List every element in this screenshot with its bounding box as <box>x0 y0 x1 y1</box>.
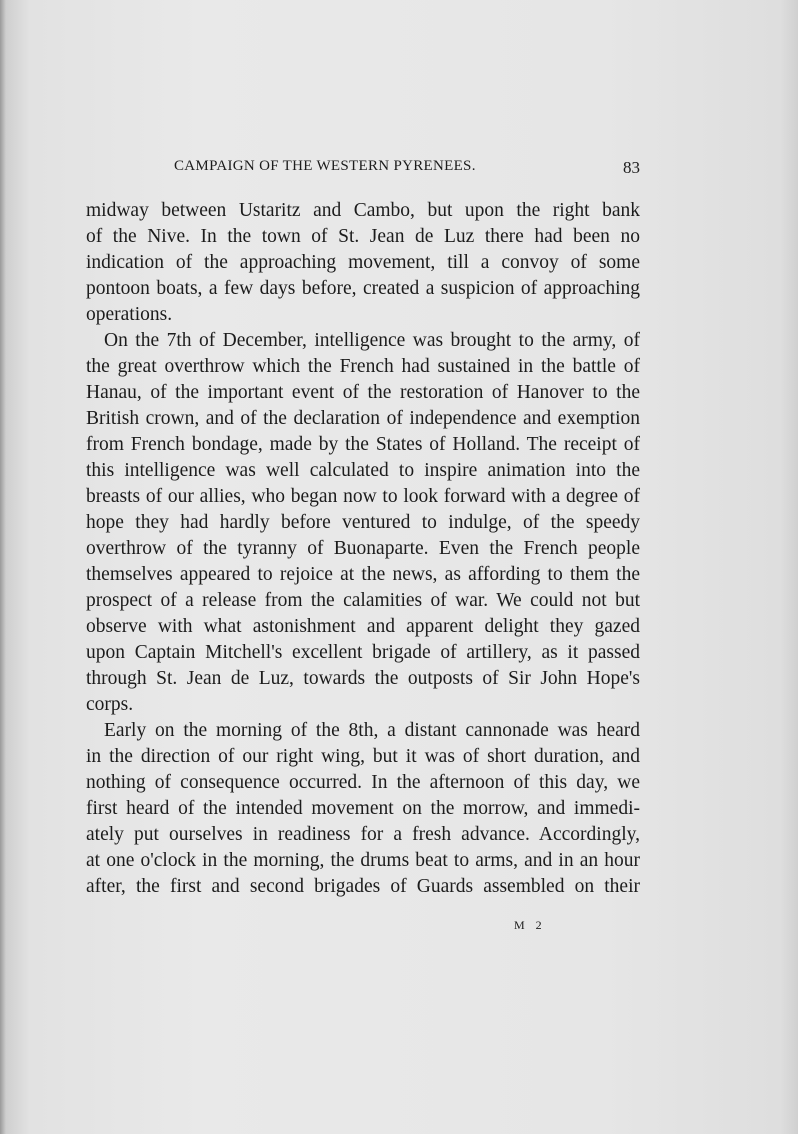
paragraph <box>86 328 640 718</box>
text-line: upon Captain Mitchell's excellent brigade of artillery, as it passed <box>86 642 640 663</box>
text-line: themselves appeared to rejoice at the news, as affording to them the <box>86 564 640 585</box>
paragraph <box>86 718 640 900</box>
text-line: operations. <box>86 304 173 325</box>
page-number: 83 <box>623 158 640 177</box>
text-line: from French bondage, made by the States of Holland. The receipt of <box>86 434 640 455</box>
text-line: ately put ourselves in readiness for a fresh advance. Accordingly, <box>86 824 640 845</box>
text-line: hope they had hardly before ventured to indulge, of the speedy <box>86 512 640 533</box>
text-line: in the direction of our right wing, but it was of short duration, and <box>86 746 640 767</box>
running-title: CAMPAIGN OF THE WESTERN PYRENEES. <box>174 158 476 174</box>
text-line: midway between Ustaritz and Cambo, but upon the right bank <box>86 200 640 221</box>
body-text <box>86 198 640 900</box>
text-line: after, the first and second brigades of Guards assembled on their <box>86 876 640 897</box>
text-line: through St. Jean de Luz, towards the outposts of Sir John Hope's <box>86 668 640 689</box>
text-line: breasts of our allies, who began now to look forward with a degree of <box>86 486 640 507</box>
text-line: nothing of consequence occurred. In the afternoon of this day, we <box>86 772 640 793</box>
text-line: observe with what astonishment and apparent delight they gazed <box>86 616 640 637</box>
text-line: British crown, and of the declaration of independence and exemption <box>86 408 640 429</box>
text-line: Early on the morning of the 8th, a distant cannonade was heard <box>104 720 640 741</box>
text-line: the great overthrow which the French had sustained in the battle of <box>86 356 640 377</box>
text-line: at one o'clock in the morning, the drums beat to arms, and in an hour <box>86 850 640 871</box>
text-line: first heard of the intended movement on the morrow, and immedi- <box>86 798 640 819</box>
text-line: corps. <box>86 694 134 715</box>
text-line: this intelligence was well calculated to inspire animation into the <box>86 460 640 481</box>
text-line: prospect of a release from the calamities of war. We could not but <box>86 590 640 611</box>
text-line: pontoon boats, a few days before, created a suspicion of approaching <box>86 278 640 299</box>
text-line: of the Nive. In the town of St. Jean de Luz there had been no <box>86 226 640 247</box>
text-line: On the 7th of December, intelligence was brought to the army, of <box>104 330 640 351</box>
paragraph <box>86 198 640 328</box>
text-line: Hanau, of the important event of the restoration of Hanover to the <box>86 382 640 403</box>
running-header <box>86 156 640 180</box>
text-line: indication of the approaching movement, till a convoy of some <box>86 252 640 273</box>
text-line: overthrow of the tyranny of Buonaparte. Even the French people <box>86 538 640 559</box>
signature-mark: M 2 <box>514 918 546 932</box>
